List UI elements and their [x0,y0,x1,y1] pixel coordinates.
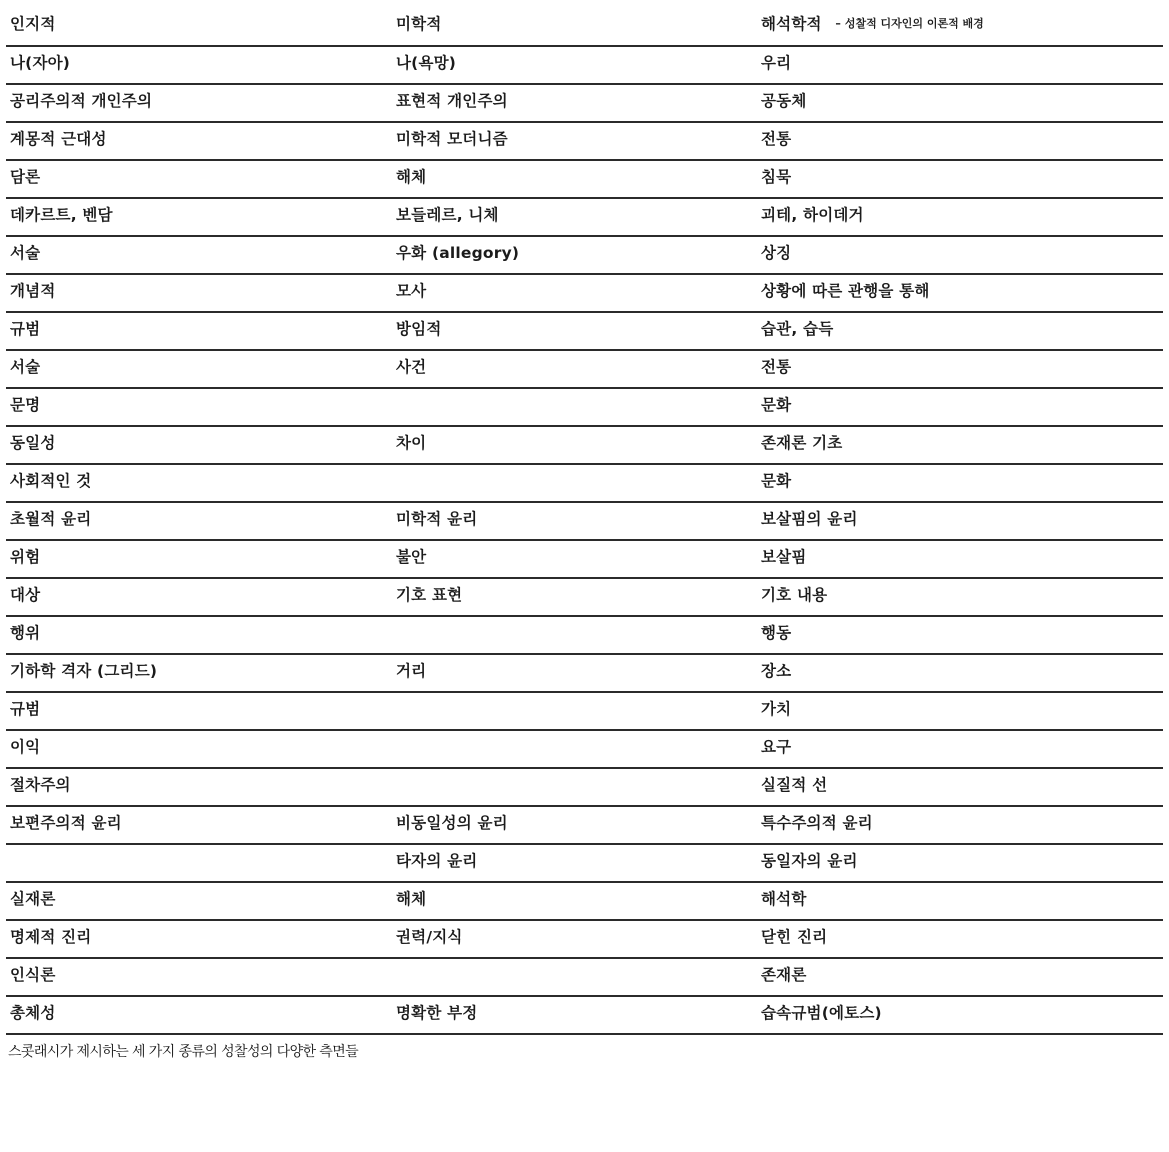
table-cell: 나(자아) [6,46,392,84]
table-row [6,806,1163,844]
table-cell: 차이 [392,426,757,464]
table-cell: 행위 [6,616,392,654]
table-cell: 거리 [392,654,757,692]
table-cell: 문명 [6,388,392,426]
table-cell: 표현적 개인주의 [392,84,757,122]
table-cell: 해체 [392,882,757,920]
table-row [6,236,1163,274]
table-cell: 보편주의적 윤리 [6,806,392,844]
table-cell: 상황에 따른 관행을 통해 [757,274,1163,312]
table-row [6,654,1163,692]
table-cell: 총체성 [6,996,392,1034]
table-cell: 대상 [6,578,392,616]
table-cell [392,958,757,996]
table-cell: 이익 [6,730,392,768]
table-row [6,920,1163,958]
table-cell: 명제적 진리 [6,920,392,958]
table-cell [392,388,757,426]
table-cell: 위험 [6,540,392,578]
table-cell: 방임적 [392,312,757,350]
table-cell: 동일자의 윤리 [757,844,1163,882]
table-row [6,578,1163,616]
table-row [6,616,1163,654]
table-cell: 괴테, 하이데거 [757,198,1163,236]
table-cell: 보들레르, 니체 [392,198,757,236]
column-header-aesthetic: 미학적 [392,8,757,46]
table-cell [6,844,392,882]
table-cell: 실재론 [6,882,392,920]
table-cell: 존재론 기초 [757,426,1163,464]
table-cell: 보살핌의 윤리 [757,502,1163,540]
table-cell: 기하학 격자 (그리드) [6,654,392,692]
table-row [6,502,1163,540]
table-cell: 기호 표현 [392,578,757,616]
table-cell: 침묵 [757,160,1163,198]
table-row [6,84,1163,122]
table-body [6,8,1163,1034]
table-cell: 습관, 습득 [757,312,1163,350]
table-cell: 가치 [757,692,1163,730]
table-cell: 인식론 [6,958,392,996]
table-row [6,122,1163,160]
table-row [6,464,1163,502]
table-row [6,958,1163,996]
table-cell: 계몽적 근대성 [6,122,392,160]
table-cell: 동일성 [6,426,392,464]
table-cell: 규범 [6,692,392,730]
table-cell: 습속규범(에토스) [757,996,1163,1034]
table-row [6,160,1163,198]
table-cell: 사건 [392,350,757,388]
table-cell: 존재론 [757,958,1163,996]
table-cell [392,464,757,502]
table-cell: 명확한 부정 [392,996,757,1034]
table-row [6,844,1163,882]
table-row [6,312,1163,350]
table-cell: 전통 [757,350,1163,388]
table-cell: 실질적 선 [757,768,1163,806]
table-cell: 행동 [757,616,1163,654]
table-cell: 모사 [392,274,757,312]
table-cell: 초월적 윤리 [6,502,392,540]
table-cell: 사회적인 것 [6,464,392,502]
table-cell: 특수주의적 윤리 [757,806,1163,844]
annotation-text: 성찰적 디자인의 이론적 배경 [844,17,984,31]
table-cell: 권력/지식 [392,920,757,958]
table-row [6,692,1163,730]
table-cell: 기호 내용 [757,578,1163,616]
table-row [6,46,1163,84]
figure-caption: 스콧래시가 제시하는 세 가지 종류의 성찰성의 다양한 측면들 [8,1044,359,1060]
table-cell [392,730,757,768]
table-row [6,730,1163,768]
table-cell: 비동일성의 윤리 [392,806,757,844]
table-cell: 장소 [757,654,1163,692]
table-cell: 불안 [392,540,757,578]
table-header-row [6,8,1163,46]
table-cell: 미학적 윤리 [392,502,757,540]
table-cell [392,768,757,806]
table-row [6,274,1163,312]
table-cell: 나(욕망) [392,46,757,84]
table-cell: 닫힌 진리 [757,920,1163,958]
table-cell: 타자의 윤리 [392,844,757,882]
table-cell: 해체 [392,160,757,198]
table-row [6,350,1163,388]
table-row [6,426,1163,464]
table-row [6,996,1163,1034]
table-row [6,198,1163,236]
column-header-hermeneutic-label: 해석학적 [761,15,822,34]
table-row [6,388,1163,426]
table-cell: 개념적 [6,274,392,312]
table-cell: 문화 [757,388,1163,426]
column-header-annotation [827,17,984,30]
table-cell: 규범 [6,312,392,350]
table-cell: 우리 [757,46,1163,84]
table-cell: 서술 [6,236,392,274]
column-header-hermeneutic [757,8,1163,46]
table-cell: 해석학 [757,882,1163,920]
table-row [6,768,1163,806]
table-row [6,882,1163,920]
table-row [6,540,1163,578]
table-cell: 데카르트, 벤담 [6,198,392,236]
annotation-dash: – [835,17,841,31]
table-cell: 담론 [6,160,392,198]
table-cell: 문화 [757,464,1163,502]
table-cell [392,616,757,654]
table-cell: 서술 [6,350,392,388]
table-cell: 요구 [757,730,1163,768]
table-cell: 전통 [757,122,1163,160]
table-cell: 공리주의적 개인주의 [6,84,392,122]
table-cell: 공동체 [757,84,1163,122]
table-cell: 미학적 모더니즘 [392,122,757,160]
table-cell: 절차주의 [6,768,392,806]
table-cell: 상징 [757,236,1163,274]
reflexivity-matrix-table [6,8,1163,1035]
table-cell: 우화 (allegory) [392,236,757,274]
column-header-cognitive: 인지적 [6,8,392,46]
table-cell [392,692,757,730]
table-cell: 보살핌 [757,540,1163,578]
